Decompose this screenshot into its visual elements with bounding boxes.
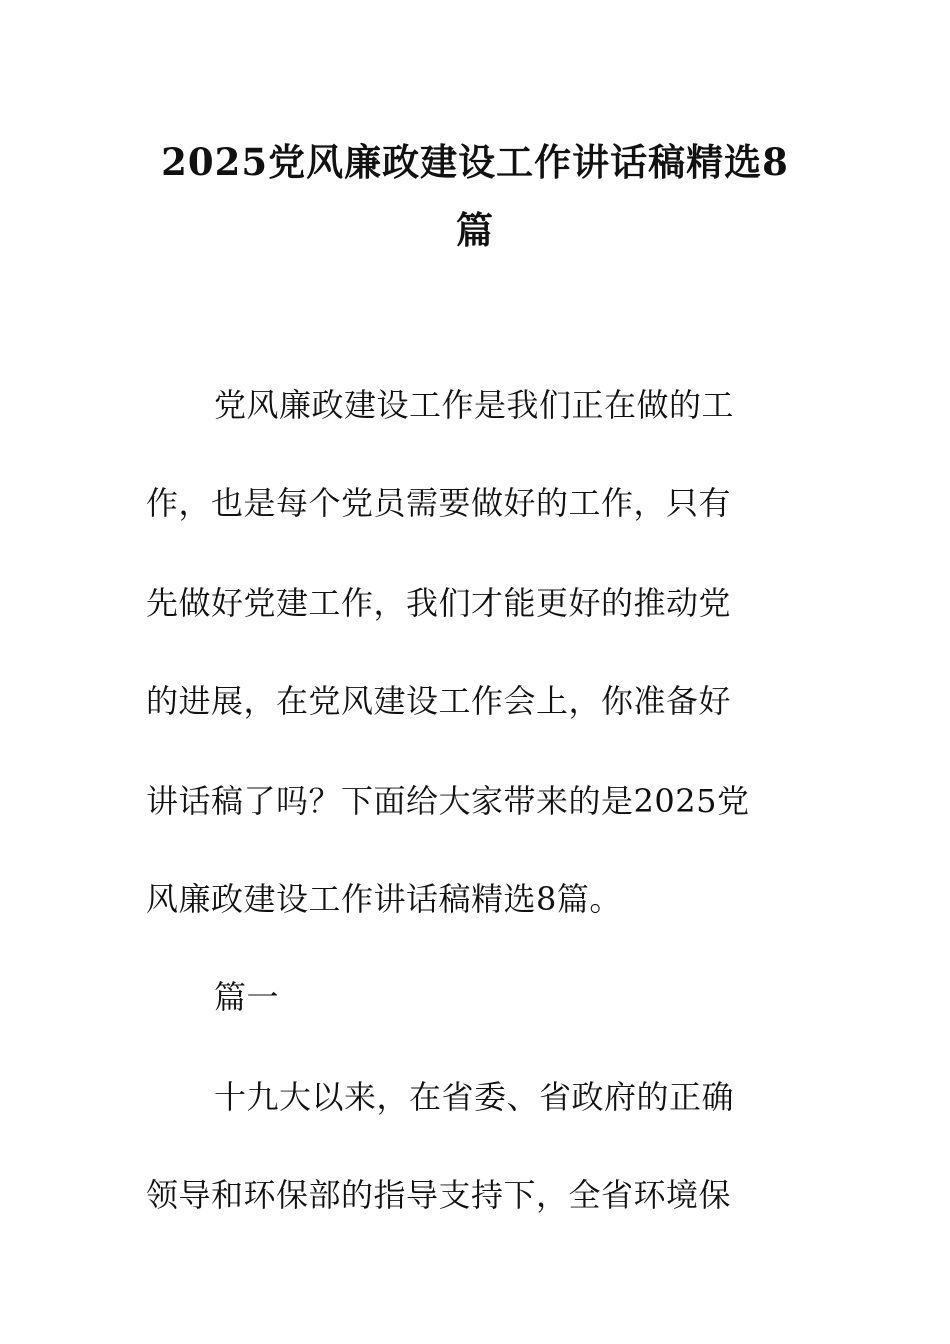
- document-title-line-1: 2025党风廉政建设工作讲话稿精选8: [161, 140, 789, 184]
- intro-line-4: 的进展，在党风建设工作会上，你准备好: [146, 682, 732, 720]
- section-line-2: 领导和环保部的指导支持下，全省环境保: [146, 1176, 732, 1214]
- intro-line-5: 讲话稿了吗？下面给大家带来的是2025党: [146, 782, 750, 820]
- intro-line-1: 党风廉政建设工作是我们正在做的工: [214, 386, 735, 424]
- intro-line-3: 先做好党建工作，我们才能更好的推动党: [146, 584, 732, 622]
- document-title-line-2: 篇: [456, 208, 494, 252]
- section-heading: 篇一: [214, 978, 280, 1016]
- intro-line-6: 风廉政建设工作讲话稿精选8篇。: [146, 880, 622, 918]
- section-line-1: 十九大以来，在省委、省政府的正确: [214, 1078, 735, 1116]
- intro-line-2: 作，也是每个党员需要做好的工作，只有: [146, 484, 732, 522]
